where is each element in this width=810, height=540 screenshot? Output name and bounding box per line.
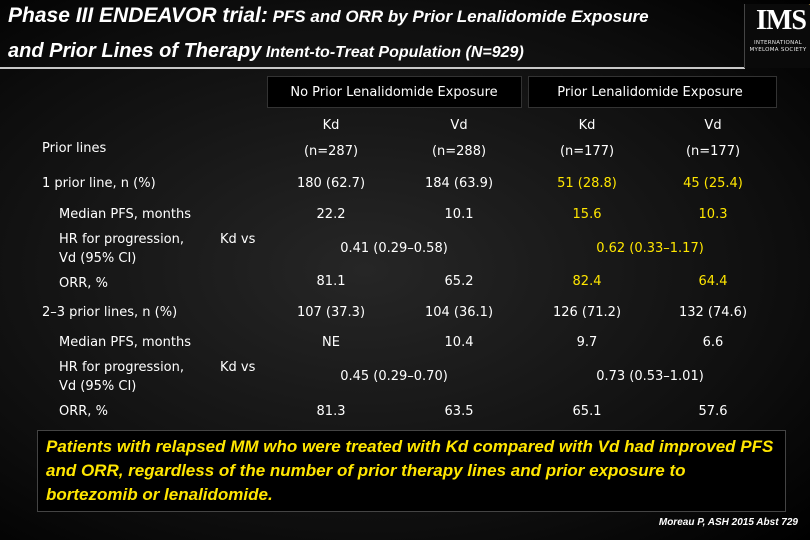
section2-hr-value: 0.45 (0.29–0.70) bbox=[340, 369, 448, 384]
arm-header: Kd bbox=[578, 118, 596, 133]
section1-label: 1 prior line, n (%) bbox=[42, 176, 156, 191]
section2-pfs: NE bbox=[322, 335, 340, 350]
section1-pfs-label: Median PFS, months bbox=[59, 207, 191, 222]
title-line1-main: Phase III ENDEAVOR trial: bbox=[8, 4, 268, 27]
arm-n: (n=177) bbox=[685, 144, 741, 159]
conclusion-box bbox=[37, 430, 786, 512]
group-header-prior-label: Prior Lenalidomide Exposure bbox=[557, 85, 743, 100]
group-header-no-prior-label: No Prior Lenalidomide Exposure bbox=[290, 85, 498, 100]
section1-hr-label: HR for progression, bbox=[59, 232, 185, 247]
section1-orr: 82.4 bbox=[572, 274, 602, 289]
section2-value: 104 (36.1) bbox=[424, 305, 494, 320]
ims-logo bbox=[744, 4, 810, 68]
logo-text: IMS bbox=[756, 5, 806, 36]
section1-pfs: 10.3 bbox=[698, 207, 728, 222]
section2-hr-value: 0.73 (0.53–1.01) bbox=[596, 369, 704, 384]
title-divider bbox=[0, 67, 745, 69]
section1-value: 51 (28.8) bbox=[557, 176, 617, 191]
section1-value: 184 (63.9) bbox=[424, 176, 494, 191]
section2-value: 132 (74.6) bbox=[678, 305, 748, 320]
section2-orr: 63.5 bbox=[444, 404, 474, 419]
section1-pfs: 22.2 bbox=[316, 207, 346, 222]
arm-n: (n=177) bbox=[559, 144, 615, 159]
arm-n: (n=287) bbox=[303, 144, 359, 159]
section2-value: 126 (71.2) bbox=[552, 305, 622, 320]
section1-hr-value: 0.41 (0.29–0.58) bbox=[340, 241, 448, 256]
section1-orr: 65.2 bbox=[444, 274, 474, 289]
logo-subtitle: INTERNATIONAL MYELOMA SOCIETY bbox=[749, 40, 807, 53]
section2-pfs-label: Median PFS, months bbox=[59, 335, 191, 350]
section1-hr-label-2: Vd (95% CI) bbox=[59, 251, 137, 266]
section2-orr: 65.1 bbox=[572, 404, 602, 419]
arm-header: Kd bbox=[322, 118, 340, 133]
arm-n: (n=288) bbox=[431, 144, 487, 159]
arm-header: Vd bbox=[450, 118, 468, 133]
section1-kd-vs: Kd vs bbox=[220, 232, 256, 247]
section2-value: 107 (37.3) bbox=[296, 305, 366, 320]
title-line2-main: and Prior Lines of Therapy bbox=[8, 40, 262, 62]
citation: Moreau P, ASH 2015 Abst 729 bbox=[658, 517, 798, 528]
section2-pfs: 9.7 bbox=[576, 335, 598, 350]
section2-kd-vs: Kd vs bbox=[220, 360, 256, 375]
section2-orr: 81.3 bbox=[316, 404, 346, 419]
section1-orr-label: ORR, % bbox=[59, 276, 108, 291]
slide-title-line2 bbox=[8, 40, 524, 63]
prior-lines-label: Prior lines bbox=[42, 141, 107, 156]
title-line2-sub: Intent-to-Treat Population (N=929) bbox=[261, 44, 524, 61]
conclusion-text: Patients with relapsed MM who were treated with Kd compared with Vd had improved PFS and ORR, regardless of the number of prior therapy lines and prior exposure to bortezomib or lenalidomide. bbox=[46, 437, 774, 504]
title-line1-sub: PFS and ORR by Prior Lenalidomide Exposure bbox=[267, 7, 649, 26]
section1-pfs: 10.1 bbox=[444, 207, 474, 222]
section2-hr-label: HR for progression, bbox=[59, 360, 185, 375]
section1-pfs: 15.6 bbox=[572, 207, 602, 222]
section1-orr: 81.1 bbox=[316, 274, 346, 289]
section2-orr-label: ORR, % bbox=[59, 404, 108, 419]
section1-value: 180 (62.7) bbox=[296, 176, 366, 191]
section2-pfs: 6.6 bbox=[702, 335, 724, 350]
slide-title-line1 bbox=[8, 4, 649, 28]
section1-value: 45 (25.4) bbox=[683, 176, 743, 191]
section2-orr: 57.6 bbox=[698, 404, 728, 419]
section2-pfs: 10.4 bbox=[444, 335, 474, 350]
section2-hr-label-2: Vd (95% CI) bbox=[59, 379, 137, 394]
section1-hr-value: 0.62 (0.33–1.17) bbox=[596, 241, 704, 256]
arm-header: Vd bbox=[704, 118, 722, 133]
section2-label: 2–3 prior lines, n (%) bbox=[42, 305, 178, 320]
section1-orr: 64.4 bbox=[698, 274, 728, 289]
